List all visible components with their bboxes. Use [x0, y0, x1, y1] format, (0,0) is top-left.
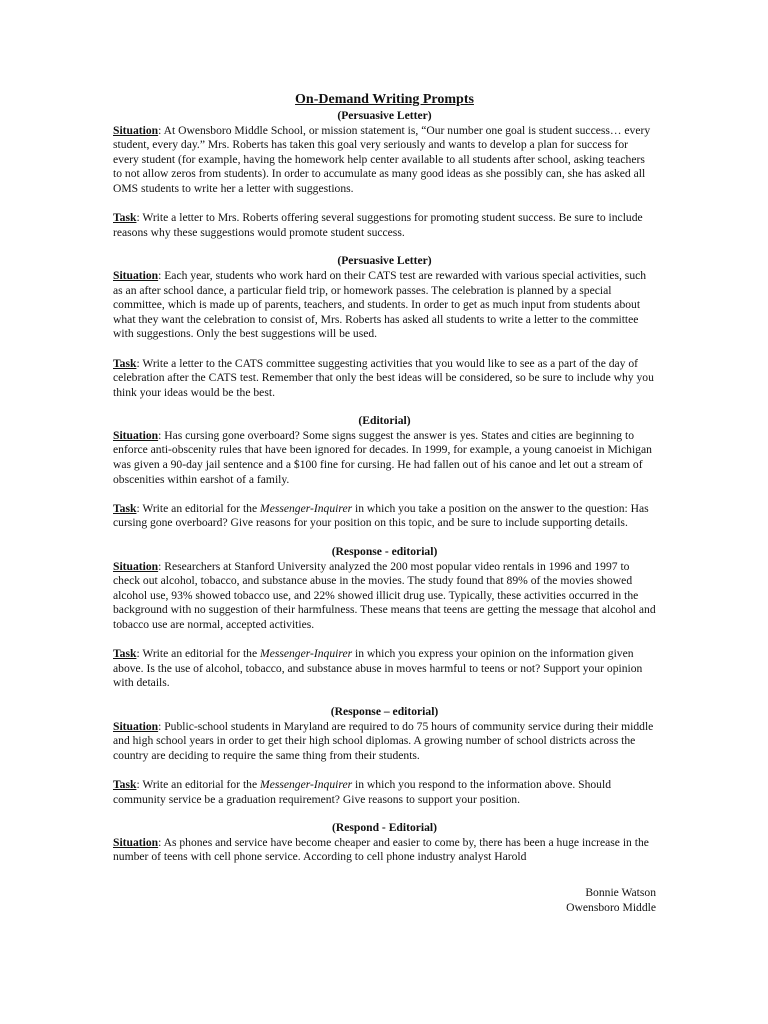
task-paragraph — [113, 647, 656, 691]
situation-label: Situation — [113, 268, 159, 282]
section-heading: (Editorial) — [358, 414, 411, 428]
situation-text: : Public-school students in Maryland are required to do 75 hours of community service during their middle and high school years in order to get their high school diplomas. A growing number of school districts across the country are deciding to require the same thing from their students. — [113, 719, 654, 762]
document-body — [113, 91, 656, 865]
prompt-section-5 — [113, 705, 656, 807]
situation-label: Situation — [113, 719, 159, 733]
author-name: Bonnie Watson — [585, 886, 656, 899]
task-text-post: in which you respond to the information above. Should community service be a graduation requirement? Give reasons to support your position. — [113, 777, 611, 806]
task-text: : Write a letter to Mrs. Roberts offering several suggestions for promoting student success. Be sure to include reasons why these suggestions would promote student success. — [113, 211, 643, 239]
situation-label: Situation — [113, 123, 159, 137]
prompt-section-4 — [113, 545, 656, 691]
prompt-section-2 — [113, 254, 656, 400]
prompt-section-3 — [113, 414, 656, 531]
task-paragraph — [113, 211, 656, 240]
situation-text: : Researchers at Stanford University analyzed the 200 most popular video rentals in 1996 and 1997 to check out alcohol, tobacco, and substance abuse in the movies. The study found that 89% of the movies showed alcohol use, 93% showed tobacco use, and 22% showed illicit drug use. Typically, these activities occurred in the background with no suggestion of their harmfulness. These means that teens are getting the message that alcohol and tobacco use are normal, accepted activities. — [113, 559, 656, 631]
task-text-pre: : Write an editorial for the — [136, 647, 261, 661]
school-name: Owensboro Middle — [566, 901, 656, 914]
newspaper-name: Messenger-Inquirer — [260, 777, 353, 791]
newspaper-name: Messenger-Inquirer — [260, 501, 353, 515]
footer-signature — [566, 885, 656, 915]
task-label: Task — [113, 647, 137, 661]
task-label: Task — [113, 211, 137, 225]
situation-paragraph — [113, 429, 656, 487]
task-text-pre: : Write an editorial for the — [136, 777, 261, 791]
situation-text: : At Owensboro Middle School, or mission statement is, “Our number one goal is student success… every student, every day.” Mrs. Roberts has taken this goal very seriously and wants to develop a plan for success for every student (for example, having the homework help center available to all students after school, asking teachers to not allow zeros from students). In order to accumulate as many good ideas as she possibly can, she has asked all OMS students to write her a letter with suggestions. — [113, 123, 651, 195]
task-label: Task — [113, 501, 137, 515]
situation-paragraph — [113, 836, 656, 865]
newspaper-name: Messenger-Inquirer — [260, 647, 353, 661]
situation-text: : As phones and service have become cheaper and easier to come by, there has been a huge increase in the number of teens with cell phone service. According to cell phone industry analyst Harold — [113, 835, 649, 864]
task-text-post: in which you express your opinion on the information given above. Is the use of alcohol, tobacco, and substance abuse in moves harmful to teens or not? Support your opinion with details. — [113, 647, 643, 690]
section-heading: (Respond - Editorial) — [332, 821, 437, 835]
situation-label: Situation — [113, 428, 159, 442]
situation-paragraph — [113, 269, 656, 342]
situation-paragraph — [113, 560, 656, 633]
section-heading: (Response - editorial) — [331, 545, 438, 559]
prompt-section-6 — [113, 821, 656, 865]
task-paragraph — [113, 502, 656, 531]
task-text: : Write a letter to the CATS committee suggesting activities that you would like to see as a part of the day of celebration after the CATS test. Remember that only the best ideas will be considered, so be sure to include why you think your ideas would be the best. — [113, 356, 654, 399]
prompt-section-1 — [113, 109, 656, 240]
section-heading: (Persuasive Letter) — [337, 109, 432, 122]
situation-label: Situation — [113, 835, 159, 849]
task-text-post: in which you take a position on the answer to the question: Has cursing gone overboard? Give reasons for your position on this topic, and be sure to include supporting details. — [113, 501, 649, 530]
situation-label: Situation — [113, 559, 159, 573]
task-label: Task — [113, 356, 137, 370]
task-paragraph — [113, 778, 656, 807]
document-title: On-Demand Writing Prompts — [295, 92, 474, 107]
situation-paragraph — [113, 720, 656, 764]
task-text-pre: : Write an editorial for the — [136, 501, 261, 515]
task-paragraph — [113, 357, 656, 401]
section-heading: (Persuasive Letter) — [337, 254, 432, 268]
situation-text: : Each year, students who work hard on their CATS test are rewarded with various special activities, such as an after school dance, a particular field trip, or homework passes. The celebration is planned by a special committee, which is made up of parents, teachers, and students. In order to get as much input from students about what they want the celebration to consist of, Mrs. Roberts has asked all students to write a letter to the committee with suggestions. Only the best suggestions will be used. — [113, 268, 647, 341]
task-label: Task — [113, 777, 137, 791]
situation-text: : Has cursing gone overboard? Some signs suggest the answer is yes. States and cities are beginning to enforce anti-obscenity rules that have been ignored for decades. In 1999, for example, a young canoeist in Michigan was given a 90-day jail sentence and a $100 fine for cursing. He had fallen out of his canoe and let out a stream of obscenities within earshot of a family. — [113, 428, 652, 486]
section-heading: (Response – editorial) — [330, 704, 439, 718]
situation-paragraph — [113, 124, 656, 197]
